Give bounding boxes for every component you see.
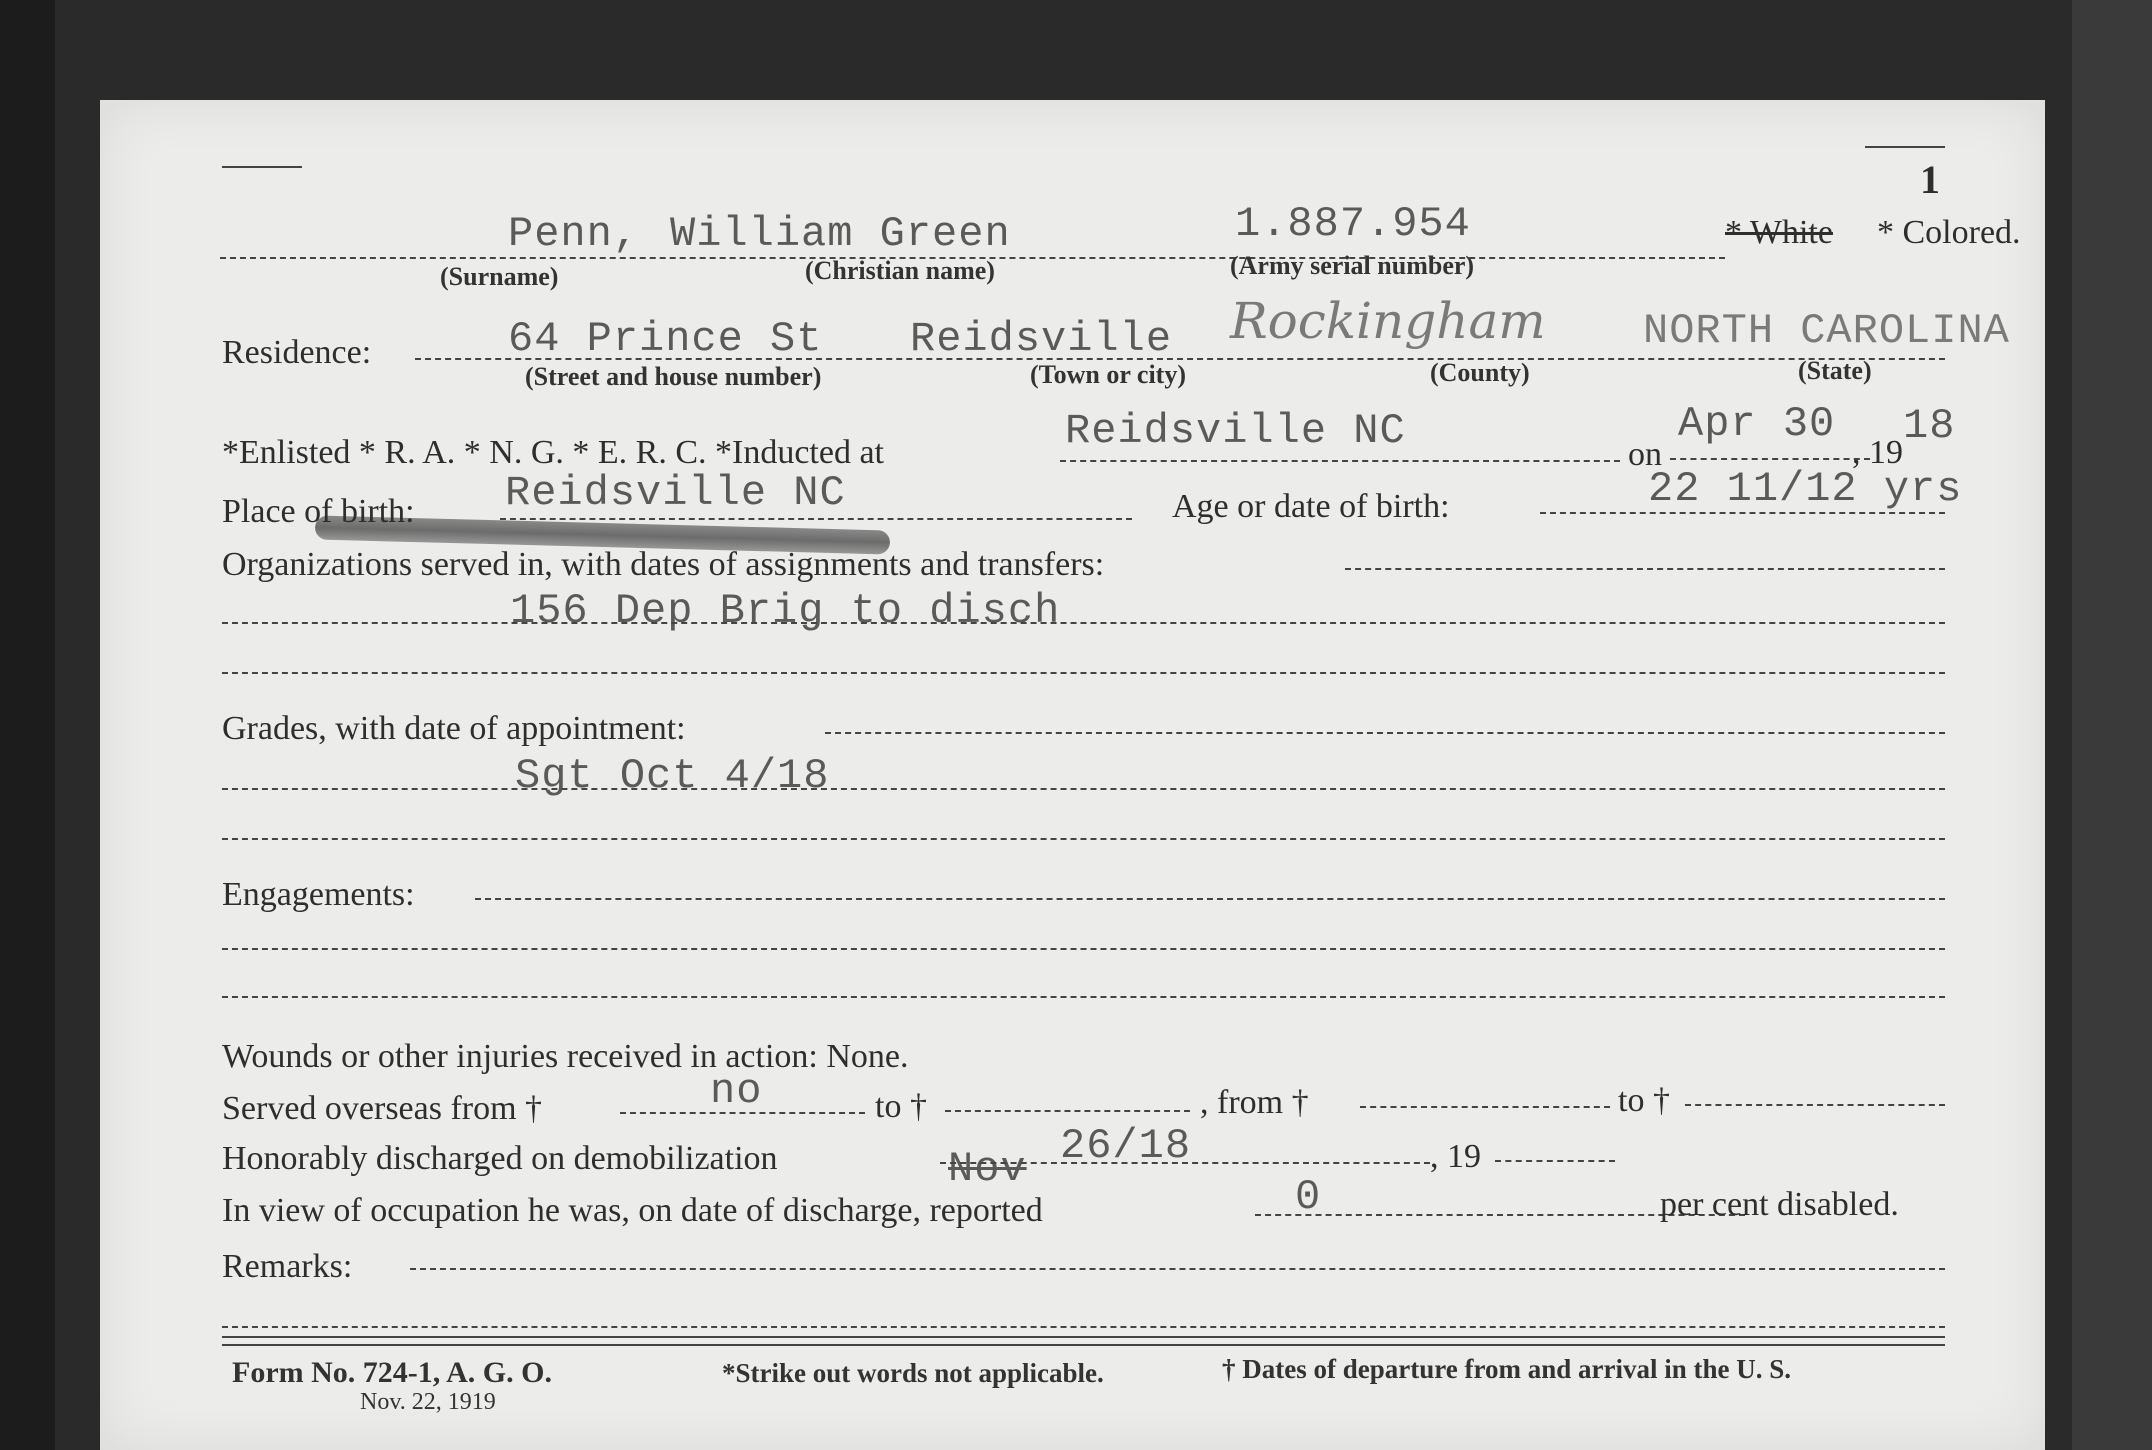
overseas-from-line <box>620 1112 865 1114</box>
state-value: NORTH CAROLINA <box>1643 307 2010 355</box>
engagements-line-1 <box>222 948 1945 950</box>
discharge-line <box>940 1162 1430 1164</box>
scan-border-right <box>2072 0 2152 1450</box>
overseas-to-line <box>945 1110 1190 1112</box>
street-label: (Street and house number) <box>525 362 822 391</box>
street-value: 64 Prince St <box>508 315 823 363</box>
organizations-line-1 <box>222 622 1945 624</box>
discharge-label: Honorably discharged on demobilization <box>222 1140 778 1177</box>
christian-name-label: (Christian name) <box>805 256 995 285</box>
card-number: 1 <box>1920 157 1940 202</box>
footer-rule-1 <box>222 1336 1945 1338</box>
birth-place-line <box>500 518 1132 520</box>
footer-rule-2 <box>222 1344 1945 1346</box>
engagements-line-2 <box>222 996 1945 998</box>
grades-line-2 <box>222 838 1945 840</box>
wounds-label: Wounds or other injuries received in action: None. <box>222 1038 909 1075</box>
grades-line-1 <box>222 788 1945 790</box>
age-value: 22 11/12 yrs <box>1648 465 1963 513</box>
overseas-from-label: Served overseas from † <box>222 1090 543 1127</box>
overseas-from2-label: , from † <box>1200 1084 1309 1121</box>
town-value: Reidsville <box>910 315 1173 363</box>
age-label: Age or date of birth: <box>1172 488 1450 525</box>
overseas-to-label: to † <box>875 1088 927 1125</box>
top-right-rule <box>1865 146 1945 148</box>
induction-year-prefix: , 19 <box>1852 434 1903 471</box>
engagements-label: Engagements: <box>222 876 415 913</box>
form-number: Form No. 724-1, A. G. O. <box>232 1356 552 1389</box>
state-label: (State) <box>1798 356 1872 385</box>
birth-place-label: Place of birth: <box>222 493 415 530</box>
grades-line-0 <box>825 732 1945 734</box>
christian-name-value: William Green <box>670 210 1011 258</box>
residence-label: Residence: <box>222 334 372 371</box>
discharge-month-value: Nov <box>948 1145 1027 1193</box>
discharge-date-value: 26/18 <box>1060 1122 1192 1170</box>
disability-suffix: per cent disabled. <box>1660 1186 1899 1223</box>
induction-date-line <box>1670 458 1870 460</box>
discharge-year-prefix: , 19 <box>1430 1138 1481 1175</box>
grades-value: Sgt Oct 4/18 <box>515 752 830 800</box>
remarks-line-0 <box>410 1268 1945 1270</box>
engagements-line-0 <box>475 898 1945 900</box>
scan-border-left <box>0 0 55 1450</box>
induction-date-value: Apr 30 <box>1678 400 1836 448</box>
serial-number-label: (Army serial number) <box>1230 251 1475 280</box>
overseas-from-value: no <box>710 1067 763 1115</box>
age-line <box>1540 512 1945 514</box>
form-date: Nov. 22, 1919 <box>360 1389 496 1415</box>
serial-number-value: 1.887.954 <box>1235 200 1471 248</box>
organizations-line-0 <box>1345 568 1945 570</box>
strike-note: *Strike out words not applicable. <box>722 1358 1104 1388</box>
discharge-year-line <box>1495 1160 1615 1162</box>
county-label: (County) <box>1430 358 1530 387</box>
record-card <box>100 100 2045 1450</box>
organizations-label: Organizations served in, with dates of assignments and transfers: <box>222 546 1105 583</box>
overseas-to2-label: to † <box>1618 1082 1670 1119</box>
inducted-line <box>1060 460 1620 462</box>
on-label: on <box>1628 436 1662 473</box>
organizations-value: 156 Dep Brig to disch <box>510 587 1061 635</box>
surname-value: Penn, <box>508 210 640 258</box>
organizations-line-2 <box>222 672 1945 674</box>
grades-label: Grades, with date of appointment: <box>222 710 686 747</box>
disability-label: In view of occupation he was, on date of discharge, reported <box>222 1192 1043 1229</box>
town-label: (Town or city) <box>1030 360 1186 389</box>
overseas-from2-line <box>1360 1106 1610 1108</box>
induction-year-value: 18 <box>1903 402 1956 450</box>
remarks-line-1 <box>222 1326 1945 1328</box>
surname-label: (Surname) <box>440 262 559 291</box>
enlistment-label: *Enlisted * R. A. * N. G. * E. R. C. *Inducted at <box>222 434 885 471</box>
inducted-place-value: Reidsville NC <box>1065 407 1406 455</box>
disability-value: 0 <box>1295 1173 1322 1221</box>
dates-note: † Dates of departure from and arrival in the U. S. <box>1222 1354 1791 1384</box>
county-value: Rockingham <box>1230 292 1546 350</box>
race-colored-option: * Colored. <box>1877 214 2021 251</box>
birth-place-value: Reidsville NC <box>505 469 846 517</box>
top-left-dash <box>222 166 302 168</box>
race-white-option: * White <box>1725 214 1833 251</box>
remarks-label: Remarks: <box>222 1248 353 1285</box>
overseas-to2-line <box>1685 1104 1945 1106</box>
